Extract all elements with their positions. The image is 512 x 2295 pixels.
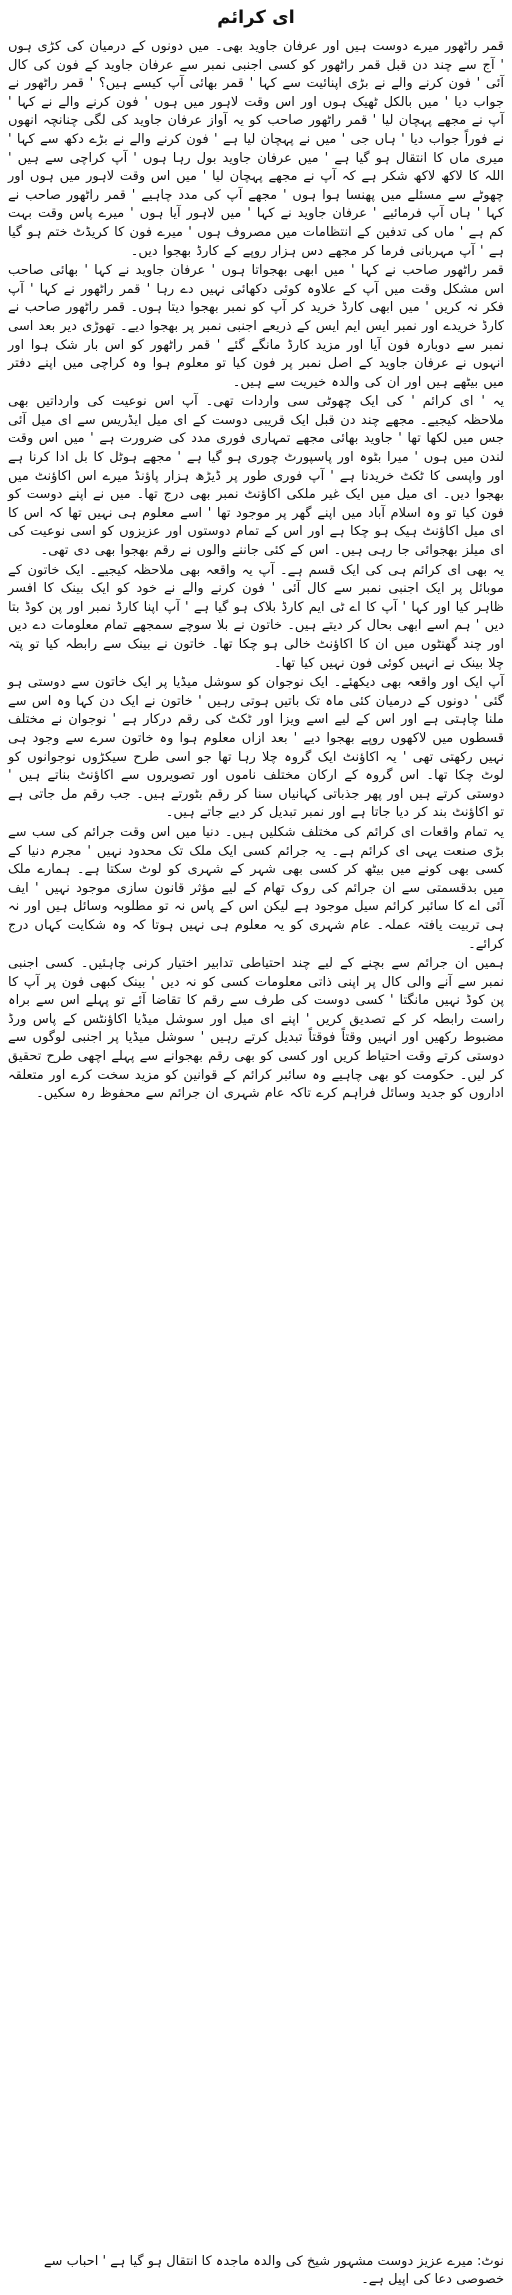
article-body — [8, 38, 504, 1104]
article-paragraph: آپ ایک اور واقعہ بھی دیکھئے۔ ایک نوجوان کو سوشل میڈیا پر ایک خاتون سے دوستی ہو گئی ' دونوں کے درمیان کئی ماہ تک باتیں ہوتی رہیں ' خاتون نے ایک دن کہا وہ اس سے ملنا چاہتی ہے اور اس کے لیے اسے ویزا اور ٹکٹ کی رقم درکار ہے ' نوجوان نے مختلف قسطوں میں لاکھوں روپے بھجوا دیے ' بعد ازاں معلوم ہوا وہ خاتون سرے سے وجود ہی نہیں رکھتی تھی ' یہ اکاؤنٹ ایک گروہ چلا رہا تھا جو اسی طرح سیکڑوں نوجوانوں کو لوٹ چکا تھا۔ اس گروہ کے ارکان مختلف ناموں اور تصویروں سے اکاؤنٹ بناتے ہیں ' دوستی کرتے ہیں اور پھر جذباتی کہانیاں سنا کر رقم بٹورتے ہیں۔ جب رقم مل جاتی ہے تو اکاؤنٹ بند کر دیا جاتا ہے اور نمبر تبدیل کر دیے جاتے ہیں۔ — [8, 675, 504, 821]
article-paragraph: یہ تمام واقعات ای کرائم کی مختلف شکلیں ہیں۔ دنیا میں اس وقت جرائم کی سب سے بڑی صنعت یہی ای کرائم ہے۔ یہ جرائم کسی ایک ملک تک محدود نہیں ' مجرم دنیا کے کسی بھی کونے میں بیٹھ کر کسی بھی شہر کے شہری کو لوٹ سکتا ہے۔ ہمارے ملک میں بدقسمتی سے ان جرائم کی روک تھام کے لیے مؤثر قانون سازی موجود نہیں ' ایف آئی اے کا سائبر کرائم سیل موجود ہے لیکن اس کے پاس نہ تو مطلوبہ وسائل ہیں اور نہ ہی تربیت یافتہ عملہ۔ عام شہری کو یہ معلوم ہی نہیں ہوتا کہ وہ شکایت کہاں درج کرائے۔ — [8, 824, 504, 952]
article-title: ای کرائم — [217, 7, 295, 28]
article-footnote: نوٹ: میرے عزیز دوست مشہور شیخ کی والدہ ماجدہ کا انتقال ہو گیا ہے ' احباب سے خصوصی دعا کی اپیل ہے۔ — [43, 2254, 504, 2287]
article-paragraph: یہ ' ای کرائم ' کی ایک چھوٹی سی واردات تھی۔ آپ اس نوعیت کی وارداتیں بھی ملاحظہ کیجیے۔ مجھے چند دن قبل ایک قریبی دوست کے ای میل ایڈریس سے ای میل آئی جس میں لکھا تھا ' جاوید بھائی مجھے تمہاری فوری مدد کی ضرورت ہے ' میں اس وقت لندن میں ہوں ' میرا بٹوہ اور پاسپورٹ چوری ہو گیا ہے ' مجھے ہوٹل کا بل ادا کرنا ہے اور واپسی کا ٹکٹ خریدنا ہے ' آپ فوری طور پر ڈیڑھ ہزار پاؤنڈ میرے اس اکاؤنٹ میں بھجوا دیں۔ ای میل میں ایک غیر ملکی اکاؤنٹ نمبر بھی درج تھا۔ میں نے اپنے دوست کو فون کیا تو وہ اسلام آباد میں اپنے گھر پر موجود تھا ' اسے معلوم ہی نہیں تھا کہ اس کا ای میل اکاؤنٹ ہیک ہو چکا ہے اور اس کے تمام دوستوں اور عزیزوں کو اسی نوعیت کی ای میلز بھجوائی جا رہی ہیں۔ اس کے کئی جاننے والوں نے رقم بھجوا بھی دی تھی۔ — [8, 394, 504, 559]
article-paragraph: یہ بھی ای کرائم ہی کی ایک قسم ہے۔ آپ یہ واقعہ بھی ملاحظہ کیجیے۔ ایک خاتون کے موبائل پر ایک اجنبی نمبر سے کال آئی ' فون کرنے والے نے خود کو ایک بینک کا افسر ظاہر کیا اور کہا ' آپ کا اے ٹی ایم کارڈ بلاک ہو گیا ہے ' آپ اپنا کارڈ نمبر اور پن کوڈ بتا دیں ' ہم اسے ابھی بحال کر دیتے ہیں۔ خاتون نے بلا سوچے سمجھے تمام معلومات دے دیں اور چند گھنٹوں میں ان کا اکاؤنٹ خالی ہو چکا تھا۔ خاتون نے بینک سے رابطہ کیا تو پتہ چلا بینک نے انہیں کوئی فون نہیں کیا تھا۔ — [8, 562, 504, 671]
article-paragraph: ہمیں ان جرائم سے بچنے کے لیے چند احتیاطی تدابیر اختیار کرنی چاہئیں۔ کسی اجنبی نمبر سے آنے والی کال پر اپنی ذاتی معلومات کسی کو نہ دیں ' بینک کبھی فون پر آپ کا پن کوڈ نہیں مانگتا ' کسی دوست کی طرف سے رقم کا تقاضا آئے تو پہلے اس سے براہ راست رابطہ کر کے تصدیق کریں ' اپنے ای میل اور سوشل میڈیا اکاؤنٹس کے پاس ورڈ مضبوط رکھیں اور انہیں وقتاً فوقتاً تبدیل کرتے رہیں ' سوشل میڈیا پر اجنبی لوگوں سے دوستی کرتے وقت احتیاط کریں اور کسی کو بھی رقم بھجوانے سے پہلے اچھی طرح تحقیق کر لیں۔ حکومت کو بھی چاہیے وہ سائبر کرائم کے قوانین کو مزید سخت کرے اور متعلقہ اداروں کو جدید وسائل فراہم کرے تاکہ عام شہری ان جرائم سے محفوظ رہ سکیں۔ — [8, 956, 504, 1102]
article-paragraph: قمر راٹھور صاحب نے کہا ' میں ابھی بھجواتا ہوں ' عرفان جاوید نے کہا ' بھائی صاحب اس مشکل وقت میں آپ کے علاوہ کوئی دکھائی نہیں دے رہا ' قمر راٹھور نے کہا ' آپ فکر نہ کریں ' میں ابھی کارڈ خرید کر آپ کو نمبر بھجوا دیتا ہوں۔ قمر راٹھور صاحب نے کارڈ خریدے اور نمبر ایس ایم ایس کے ذریعے اجنبی نمبر پر بھجوا دیے۔ تھوڑی دیر بعد اسی نمبر سے دوبارہ فون آیا اور مزید کارڈ مانگے گئے ' قمر راٹھور کو اس بار شک ہوا اور انہوں نے عرفان جاوید کے اصل نمبر پر فون کیا تو معلوم ہوا وہ کراچی میں اپنے دفتر میں بیٹھے ہیں اور ان کی والدہ خیریت سے ہیں۔ — [8, 263, 504, 390]
article-paragraph: قمر راٹھور میرے دوست ہیں اور عرفان جاوید بھی۔ میں دونوں کے درمیان کی کڑی ہوں ' آج سے چند دن قبل قمر راٹھور کو کسی اجنبی نمبر سے عرفان جاوید کے فون کی کال آئی ' فون کرنے والے نے بڑی اپنائیت سے کہا ' قمر بھائی آپ کیسے ہیں؟ ' قمر راٹھور نے جواب دیا ' میں بالکل ٹھیک ہوں اور اس وقت لاہور میں ہوں ' فون کرنے والے نے کہا ' آپ نے مجھے پہچان لیا ' قمر راٹھور صاحب کو یہ آواز عرفان جاوید کی لگی چنانچہ انھوں نے فوراً جواب دیا ' ہاں جی ' میں نے پہچان لیا ہے ' فون کرنے والے نے بڑے دکھ سے کہا ' میری ماں کا انتقال ہو گیا ہے ' میں عرفان جاوید بول رہا ہوں ' آپ کراچی سے ہیں ' اللہ کا لاکھ لاکھ شکر ہے کہ آپ نے مجھے پہچان لیا ' میں اس وقت لاہور میں ہوں اور چھوٹے سے مسئلے میں پھنسا ہوا ہوں ' مجھے آپ کی مدد چاہیے ' قمر راٹھور صاحب نے کہا ' ہاں آپ فرمائیے ' عرفان جاوید نے کہا ' میں لاہور آیا ہوں ' میرے پاس وقت بہت کم ہے ' ماں کی تدفین کے انتظامات میں مصروف ہوں ' میرے فون کا کریڈٹ ختم ہو گیا ہے ' آپ مہربانی فرما کر مجھے دس ہزار روپے کے کارڈ بھجوا دیں۔ — [8, 39, 504, 259]
